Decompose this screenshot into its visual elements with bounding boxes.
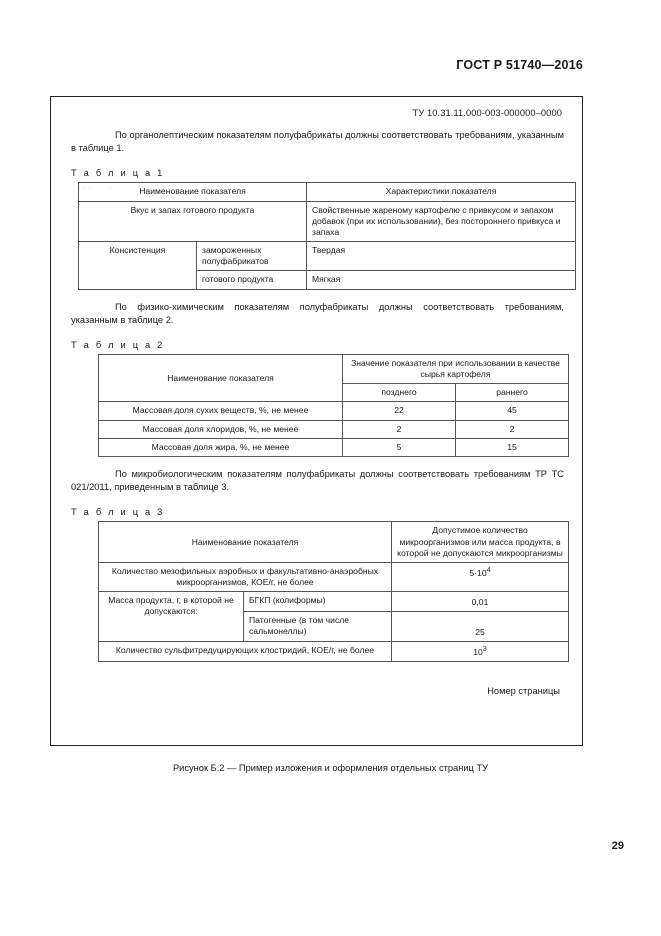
table3-row3-value-base: 10 <box>473 646 483 657</box>
table2-row0-name: Массовая доля сухих веществ, %, не менее <box>99 402 343 420</box>
table3-row0-value <box>392 562 569 591</box>
table-row <box>99 592 569 612</box>
paragraph-organoleptic <box>71 129 564 155</box>
table2-row0-late: 22 <box>343 402 456 420</box>
table3-row2-sub: Патогенные (в том числе сальмонеллы) <box>244 612 392 641</box>
figure-caption: Рисунок Б.2 — Пример изложения и оформления отдельных страниц ТУ <box>172 763 489 773</box>
table1-row1-sub: замороженных полуфабрикатов <box>197 242 307 271</box>
table-physicochemical <box>98 354 569 457</box>
table2-row1-early: 2 <box>456 420 569 438</box>
paragraph-physchem-block <box>71 301 568 327</box>
table2-header-early: раннего <box>456 384 569 402</box>
table2-header-late: позднего <box>343 384 456 402</box>
paragraph-microbiological-block <box>71 468 568 494</box>
table3-row2-value <box>392 612 569 641</box>
table1-tick-marks: ··· · <box>78 185 115 192</box>
tu-specification-number: ТУ 10.31.11.000-003-000000–0000 <box>412 108 562 118</box>
table3-row1-value-base: 0,01 <box>471 597 489 608</box>
table1-header-characteristic: Характеристики показателя <box>307 183 576 201</box>
table1-header-name: Наименование показателя <box>79 183 307 201</box>
table3-header-value: Допустимое количество микроорганизмов или масса продукта, в которой не допускаются микроорганизмы <box>392 522 569 563</box>
table2-row2-late: 5 <box>343 438 456 456</box>
table1-row0-value: Свойственные жареному картофелю с привкусом и запахом добавок (при их использовании), без постороннего привкуса и запаха <box>307 201 576 242</box>
table3-row2-value-base: 25 <box>475 626 485 637</box>
table-microbiological <box>98 521 569 661</box>
table2-header-name: Наименование показателя <box>99 354 343 402</box>
table3-header-name: Наименование показателя <box>99 522 392 563</box>
table3-row0-value-exp: 4 <box>486 565 491 574</box>
table2-row2-early: 15 <box>456 438 569 456</box>
table-organoleptic <box>78 182 576 289</box>
table-header-row <box>99 522 569 563</box>
table3-row1-value <box>392 592 569 612</box>
table2-row0-early: 45 <box>456 402 569 420</box>
paragraph-physchem-text: По физико-химическим показателям полуфабрикаты должны соответствовать требованиям, указанным в таблице 2. <box>71 301 564 325</box>
table3-row3-name: Количество сульфитредуцирующих клостридий, КОЕ/г, не более <box>99 641 392 661</box>
paragraph-physchem <box>71 301 564 327</box>
table-row <box>99 438 569 456</box>
table-row <box>99 562 569 591</box>
table-row <box>99 420 569 438</box>
table2-row1-late: 2 <box>343 420 456 438</box>
paragraph-microbiological <box>71 468 564 494</box>
table-header-row <box>99 354 569 383</box>
table1-row1-value: Твердая <box>307 242 576 271</box>
table-row <box>99 641 569 661</box>
paragraph-organoleptic-text: По органолептическим показателям полуфабрикаты должны соответствовать требованиям, указанным в таблице 1. <box>71 130 564 154</box>
table3-row0-name: Количество мезофильных аэробных и факультативно-анаэробных микроорганизмов, КОЕ/г, не более <box>99 562 392 591</box>
table3-caption: Т а б л и ц а 3 <box>71 507 165 518</box>
table3-row3-value <box>392 641 569 661</box>
paragraph-microbiological-text: По микробиологическим показателям полуфабрикаты должны соответствовать требованиям ТР ТС 021/2011, приведенным в таблице 3. <box>71 468 564 493</box>
table3-row1-sub: БГКП (колиформы) <box>244 592 392 612</box>
table-row <box>79 242 576 271</box>
table1-row1-name: Консистенция <box>79 242 197 290</box>
table-header-row <box>79 183 576 201</box>
table2-row1-name: Массовая доля хлоридов, %, не менее <box>99 420 343 438</box>
table3-row0-value-base: 5·10 <box>469 567 487 578</box>
page-number-placeholder: Номер страницы <box>487 685 560 696</box>
table2-row2-name: Массовая доля жира, %, не менее <box>99 438 343 456</box>
frame-content <box>71 105 568 696</box>
table-row <box>79 201 576 242</box>
table1-row2-value: Мягкая <box>307 271 576 289</box>
table-row <box>99 402 569 420</box>
table1-row0-name: Вкус и запах готового продукта <box>79 201 307 242</box>
table1-caption: Т а б л и ц а 1 <box>71 168 165 179</box>
paragraph-organoleptic-block <box>71 129 568 155</box>
illustration-frame <box>50 96 583 746</box>
table1-row2-sub: готового продукта <box>197 271 307 289</box>
page-number: 29 <box>611 840 624 852</box>
table3-row3-value-exp: 3 <box>482 644 487 653</box>
document-standard-header: ГОСТ Р 51740—2016 <box>456 58 583 72</box>
table2-caption: Т а б л и ц а 2 <box>71 339 165 350</box>
table3-row1-name: Масса продукта, г, в которой не допускаются: <box>99 592 244 641</box>
table2-header-group: Значение показателя при использовании в качестве сырья картофеля <box>343 354 569 383</box>
